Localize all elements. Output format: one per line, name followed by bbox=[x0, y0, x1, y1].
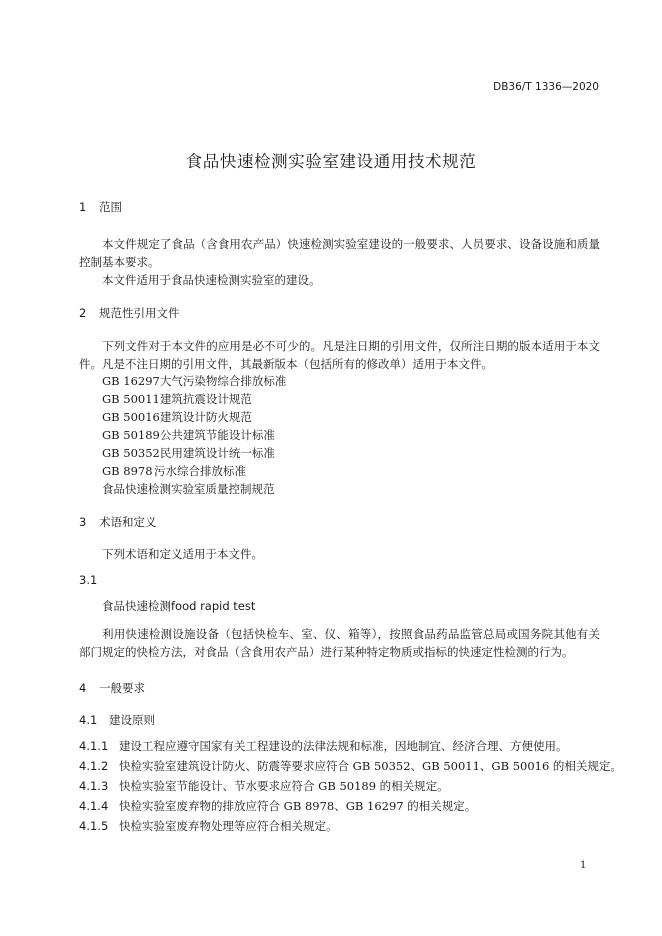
clause-text: 快检实验室建筑设计防火、防震等要求应符合 GB 50352、GB 50011、GB 50016 的相关规定。 bbox=[119, 759, 622, 773]
clause-number: 4.1.5 bbox=[79, 819, 109, 833]
section-number: 3 bbox=[79, 515, 87, 529]
section-3-heading bbox=[79, 514, 157, 530]
standard-code: DB36/T 1336—2020 bbox=[493, 81, 599, 93]
subsection-number: 4.1 bbox=[79, 713, 98, 727]
clause-number: 4.1.4 bbox=[79, 799, 109, 813]
reference-code: GB 50352 bbox=[102, 446, 160, 460]
reference-title: 公共建筑节能设计标准 bbox=[159, 428, 275, 442]
section-title: 术语和定义 bbox=[99, 515, 157, 529]
reference-item bbox=[102, 391, 252, 407]
clause-text: 快检实验室节能设计、节水要求应符合 GB 50189 的相关规定。 bbox=[119, 779, 449, 793]
section-2-heading bbox=[79, 305, 180, 321]
clause-item bbox=[79, 758, 622, 774]
clause-number: 4.1.2 bbox=[79, 759, 109, 773]
section-4-heading bbox=[79, 680, 145, 696]
section-title: 一般要求 bbox=[99, 681, 145, 695]
subsection-title: 建设原则 bbox=[109, 713, 155, 727]
clause-item bbox=[79, 818, 338, 834]
term-title: 食品快速检测food rapid test bbox=[102, 599, 256, 613]
clause-number: 4.1.1 bbox=[79, 739, 109, 753]
reference-title: 大气污染物综合排放标准 bbox=[159, 374, 287, 388]
clause-item bbox=[79, 738, 568, 754]
reference-item bbox=[102, 409, 252, 425]
section-title: 范围 bbox=[99, 200, 122, 214]
section-1-paragraph-1: 本文件规定了食品（含食用农产品）快速检测实验室建设的一般要求、人员要求、设备设施和质量控制基本要求。 bbox=[79, 237, 600, 269]
section-1-paragraph-2: 本文件适用于食品快速检测实验室的建设。 bbox=[102, 273, 321, 287]
clause-item bbox=[79, 778, 449, 794]
clause-text: 建设工程应遵守国家有关工程建设的法律法规和标准，因地制宜、经济合理、方便使用。 bbox=[119, 739, 568, 753]
reference-item bbox=[102, 445, 275, 461]
clause-text: 快检实验室废弃物处理等应符合相关规定。 bbox=[119, 819, 338, 833]
section-number: 2 bbox=[79, 306, 87, 320]
reference-item bbox=[102, 427, 275, 443]
reference-title: 建筑设计防火规范 bbox=[159, 410, 252, 424]
section-title: 规范性引用文件 bbox=[99, 306, 180, 320]
reference-code: GB 16297 bbox=[102, 374, 160, 388]
reference-code: GB 50011 bbox=[102, 392, 160, 406]
reference-code: GB 50016 bbox=[102, 410, 160, 424]
reference-item: 食品快速检测实验室质量控制规范 bbox=[102, 482, 275, 496]
term-number: 3.1 bbox=[79, 573, 98, 587]
section-3-paragraph-1: 下列术语和定义适用于本文件。 bbox=[102, 547, 263, 561]
reference-item bbox=[102, 463, 246, 479]
reference-title: 民用建筑设计统一标准 bbox=[159, 446, 275, 460]
reference-item bbox=[102, 373, 286, 389]
section-number: 4 bbox=[79, 681, 87, 695]
document-title: 食品快速检测实验室建设通用技术规范 bbox=[185, 152, 477, 171]
clause-text: 快检实验室废弃物的排放应符合 GB 8978、GB 16297 的相关规定。 bbox=[119, 799, 477, 813]
subsection-4-1-heading bbox=[79, 712, 155, 728]
term-definition: 利用快速检测设施设备（包括快检车、室、仪、箱等），按照食品药品监管总局或国务院其他有关部门规定的快检方法，对食品（含食用农产品）进行某种特定物质或指标的快速定性检测的行为。 bbox=[79, 627, 600, 659]
reference-title: 污水综合排放标准 bbox=[154, 464, 246, 478]
section-2-paragraph-1: 下列文件对于本文件的应用是必不可少的。凡是注日期的引用文件，仅所注日期的版本适用于本文件。凡是不注日期的引用文件，其最新版本（包括所有的修改单）适用于本文件。 bbox=[79, 339, 600, 371]
page-number: 1 bbox=[580, 860, 587, 871]
section-number: 1 bbox=[79, 200, 87, 214]
reference-code: GB 50189 bbox=[102, 428, 160, 442]
clause-item bbox=[79, 798, 476, 814]
clause-number: 4.1.3 bbox=[79, 779, 109, 793]
reference-code: GB 8978 bbox=[102, 464, 153, 478]
section-1-heading bbox=[79, 199, 122, 215]
reference-title: 建筑抗震设计规范 bbox=[159, 392, 252, 406]
